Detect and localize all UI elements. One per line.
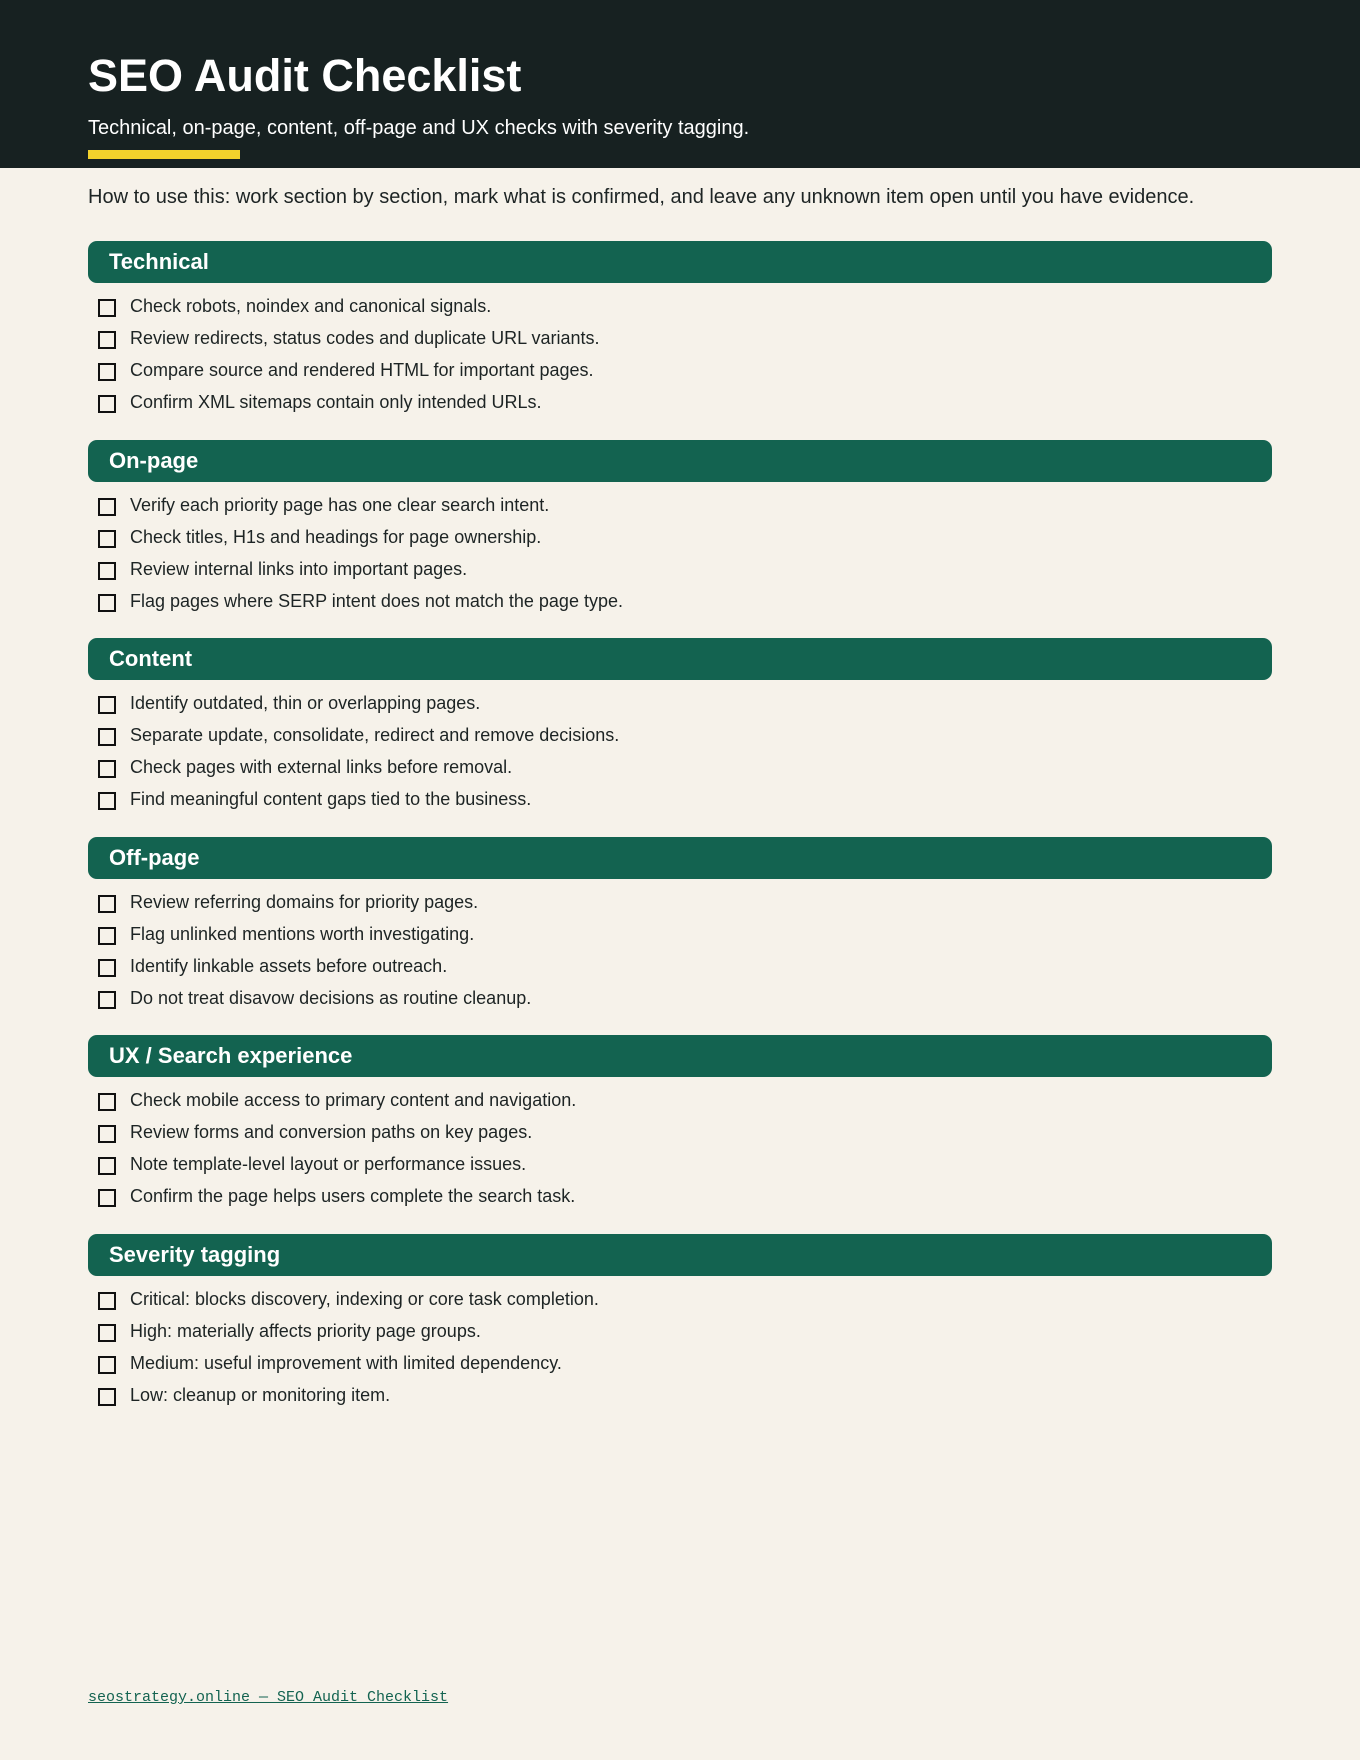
checklist-item-text: Flag pages where SERP intent does not match the page type. — [130, 590, 623, 611]
checkbox[interactable] — [98, 959, 116, 977]
checklist-item-text: Review forms and conversion paths on key pages. — [130, 1121, 533, 1142]
page-title: SEO Audit Checklist — [88, 50, 522, 101]
checklist-item[interactable] — [88, 1180, 1272, 1212]
section-technical — [88, 241, 1272, 418]
checklist-item-text: Low: cleanup or monitoring item. — [130, 1384, 391, 1405]
page-header — [0, 0, 1360, 168]
checkbox[interactable] — [98, 562, 116, 580]
checklist-item-text: Identify linkable assets before outreach. — [130, 955, 448, 976]
checklist-item[interactable] — [88, 1283, 1272, 1315]
section-off-page — [88, 837, 1272, 1014]
section-content — [88, 638, 1272, 815]
checklist-item-text: Compare source and rendered HTML for important pages. — [130, 359, 594, 380]
checklist-item[interactable] — [88, 783, 1272, 815]
section-heading: Content — [88, 638, 1272, 680]
accent-bar — [88, 150, 240, 159]
checklist-item-text: Review referring domains for priority pages. — [130, 891, 479, 912]
intro-text: How to use this: work section by section, mark what is confirmed, and leave any unknown item open until you have evidence. — [88, 186, 1195, 208]
checklist-item[interactable] — [88, 1148, 1272, 1180]
checkbox[interactable] — [98, 696, 116, 714]
checkbox[interactable] — [98, 530, 116, 548]
checklist-item-text: Verify each priority page has one clear search intent. — [130, 494, 550, 515]
checklist-item-text: Review internal links into important pages. — [130, 558, 468, 579]
checkbox[interactable] — [98, 498, 116, 516]
checkbox[interactable] — [98, 1157, 116, 1175]
section-severity-tagging — [88, 1234, 1272, 1411]
checklist-item[interactable] — [88, 386, 1272, 418]
checklist-item[interactable] — [88, 1379, 1272, 1411]
checkbox[interactable] — [98, 363, 116, 381]
checklist-item-text: Find meaningful content gaps tied to the business. — [130, 788, 532, 809]
checkbox[interactable] — [98, 1093, 116, 1111]
checklist-item[interactable] — [88, 950, 1272, 982]
checklist-item-text: Confirm the page helps users complete the search task. — [130, 1185, 576, 1206]
checkbox[interactable] — [98, 1292, 116, 1310]
checklist-item[interactable] — [88, 553, 1272, 585]
section-heading: Technical — [88, 241, 1272, 283]
checklist-item-text: Do not treat disavow decisions as routine cleanup. — [130, 987, 532, 1008]
section-heading: On-page — [88, 440, 1272, 482]
footer-link[interactable]: seostrategy.online — SEO Audit Checklist — [88, 1689, 449, 1706]
checklist-item-text: Note template-level layout or performance issues. — [130, 1153, 527, 1174]
checklist-item-text: Medium: useful improvement with limited dependency. — [130, 1352, 562, 1373]
checklist — [88, 489, 1272, 617]
checklist-item-text: Check robots, noindex and canonical signals. — [130, 295, 492, 316]
checkbox[interactable] — [98, 299, 116, 317]
checkbox[interactable] — [98, 1356, 116, 1374]
checklist-item[interactable] — [88, 1347, 1272, 1379]
checklist-item[interactable] — [88, 489, 1272, 521]
checklist-item[interactable] — [88, 751, 1272, 783]
checkbox[interactable] — [98, 1324, 116, 1342]
section-heading: Severity tagging — [88, 1234, 1272, 1276]
checklist-item-text: Check titles, H1s and headings for page ownership. — [130, 526, 542, 547]
checklist-item[interactable] — [88, 521, 1272, 553]
checkbox[interactable] — [98, 728, 116, 746]
checklist-item[interactable] — [88, 322, 1272, 354]
checkbox[interactable] — [98, 760, 116, 778]
checklist-item[interactable] — [88, 918, 1272, 950]
checkbox[interactable] — [98, 895, 116, 913]
checkbox[interactable] — [98, 1189, 116, 1207]
section-heading: Off-page — [88, 837, 1272, 879]
checklist-item-text: Separate update, consolidate, redirect and remove decisions. — [130, 724, 620, 745]
checklist — [88, 687, 1272, 815]
checkbox[interactable] — [98, 1388, 116, 1406]
section-ux-search-experience — [88, 1035, 1272, 1212]
checklist-item-text: High: materially affects priority page groups. — [130, 1320, 481, 1341]
checklist — [88, 886, 1272, 1014]
checklist-item-text: Check mobile access to primary content and navigation. — [130, 1089, 577, 1110]
checklist-item[interactable] — [88, 1116, 1272, 1148]
checklist-item-text: Confirm XML sitemaps contain only intended URLs. — [130, 391, 542, 412]
checkbox[interactable] — [98, 331, 116, 349]
checkbox[interactable] — [98, 792, 116, 810]
checklist-item[interactable] — [88, 886, 1272, 918]
checklist-item[interactable] — [88, 1084, 1272, 1116]
checkbox[interactable] — [98, 991, 116, 1009]
checklist-item[interactable] — [88, 1315, 1272, 1347]
checklist — [88, 290, 1272, 418]
checklist-item-text: Flag unlinked mentions worth investigating. — [130, 923, 475, 944]
checklist-item[interactable] — [88, 354, 1272, 386]
checklist-item[interactable] — [88, 719, 1272, 751]
checklist-item[interactable] — [88, 290, 1272, 322]
checklist-item-text: Identify outdated, thin or overlapping pages. — [130, 692, 481, 713]
checkbox[interactable] — [98, 395, 116, 413]
checklist-item[interactable] — [88, 982, 1272, 1014]
checklist — [88, 1084, 1272, 1212]
checklist-item[interactable] — [88, 585, 1272, 617]
checkbox[interactable] — [98, 927, 116, 945]
section-heading: UX / Search experience — [88, 1035, 1272, 1077]
checklist-item-text: Check pages with external links before removal. — [130, 756, 513, 777]
checklist-item-text: Review redirects, status codes and duplicate URL variants. — [130, 327, 600, 348]
section-on-page — [88, 440, 1272, 617]
checkbox[interactable] — [98, 1125, 116, 1143]
checkbox[interactable] — [98, 594, 116, 612]
checklist — [88, 1283, 1272, 1411]
checklist-item[interactable] — [88, 687, 1272, 719]
page-subtitle: Technical, on-page, content, off-page and UX checks with severity tagging. — [88, 117, 750, 139]
checklist-item-text: Critical: blocks discovery, indexing or core task completion. — [130, 1288, 599, 1309]
